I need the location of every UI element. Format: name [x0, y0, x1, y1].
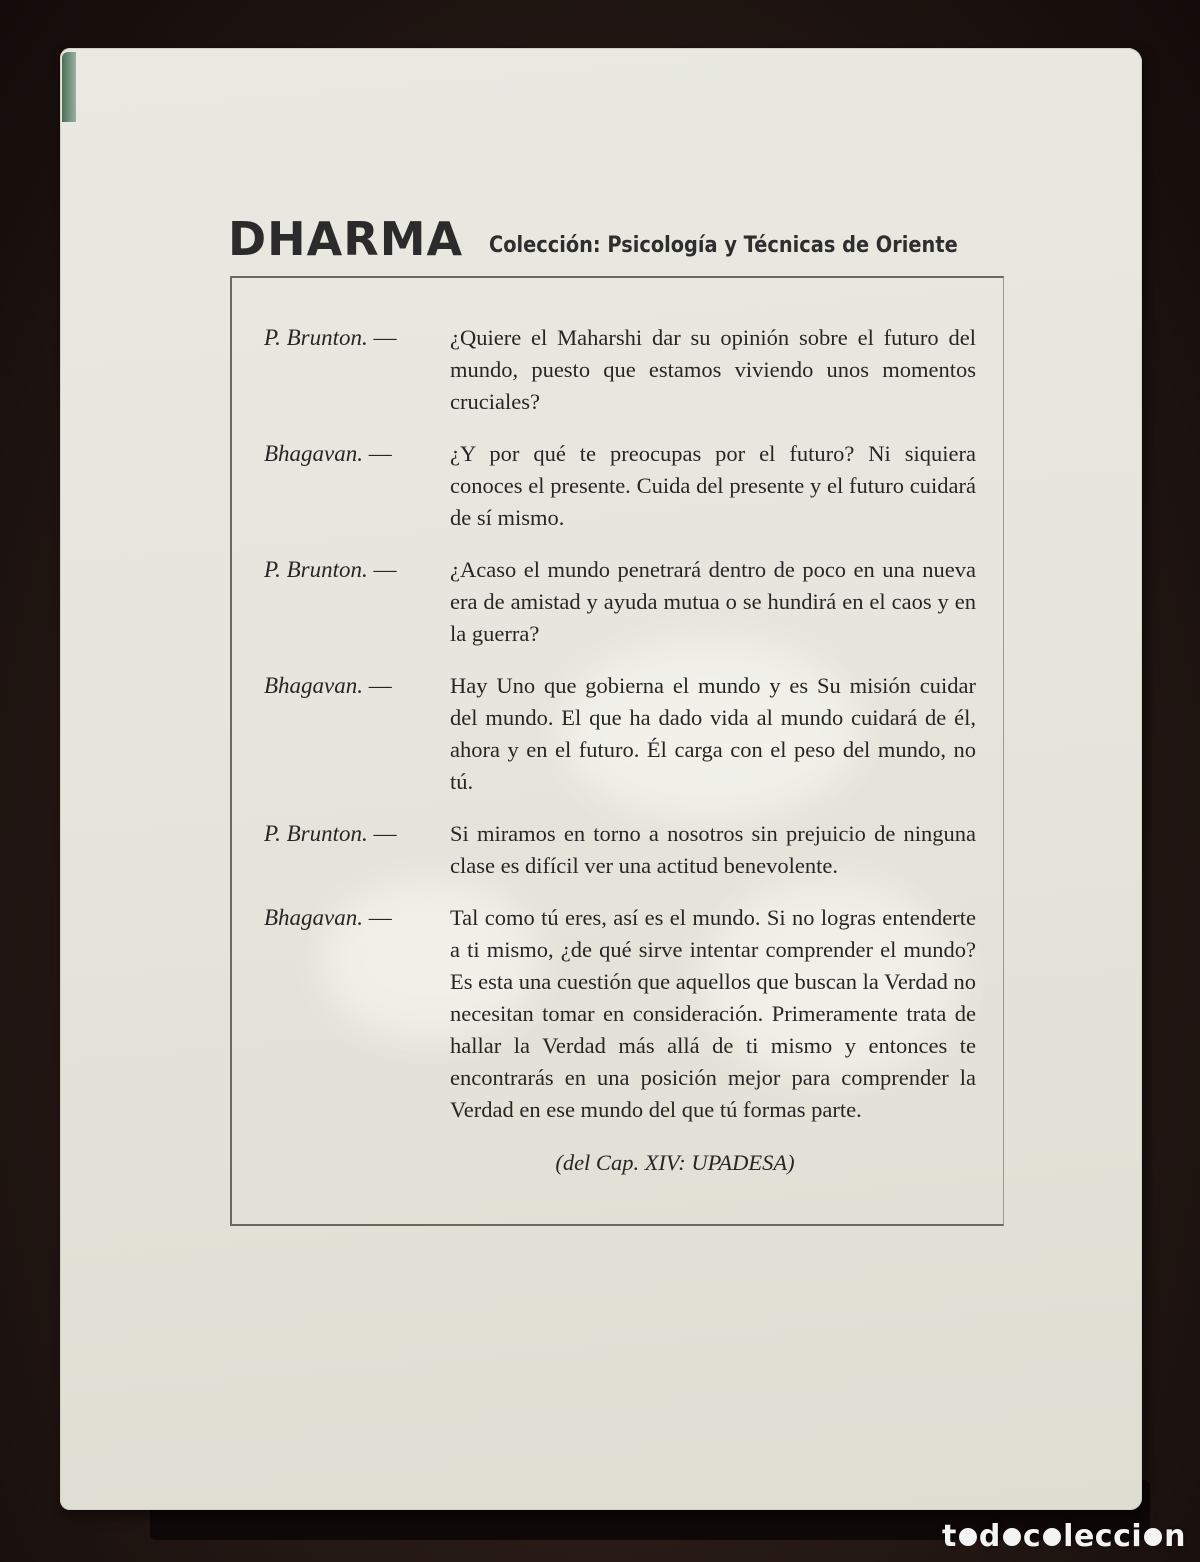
dialogue-entry	[264, 902, 976, 1126]
watermark-dot-icon	[959, 1528, 977, 1546]
speech-text: Hay Uno que gobierna el mundo y es Su misión cuidar del mundo. El que ha dado vida al mundo cuidará de él, ahora y en el futuro. Él carga con el peso del mundo, no tú.	[450, 673, 976, 794]
speaker-label	[264, 438, 450, 534]
watermark-dot-icon	[1003, 1528, 1021, 1546]
watermark-dot-icon	[1043, 1528, 1061, 1546]
speaker-dash: —	[373, 821, 397, 846]
speaker-dash: —	[368, 441, 392, 466]
dialogue-entry	[264, 322, 976, 418]
cover-header	[228, 192, 1018, 266]
speech-text: ¿Quiere el Maharshi dar su opinión sobre el futuro del mundo, puesto que estamos viviendo unos momentos cruciales?	[450, 325, 976, 414]
watermark-text: c	[1022, 1519, 1042, 1554]
dialogue-entry	[264, 438, 976, 534]
speaker-label	[264, 670, 450, 798]
speech-text: Tal como tú eres, así es el mundo. Si no logras entenderte a ti mismo, ¿de qué sirve intentar comprender el mundo? Es esta una cuestión que aquellos que buscan la Verdad no necesitan tomar en consideración. Primeramente trata de hallar la Verdad más allá de ti mismo y entonces te encontrarás en una posición mejor para comprender la Verdad en ese mundo del que tú formas parte.	[450, 905, 976, 1122]
speaker-name: Bhagavan.	[264, 905, 364, 930]
speaker-label	[264, 554, 450, 650]
speaker-dash: —	[368, 673, 392, 698]
speaker-dash: —	[373, 557, 397, 582]
speech-text: ¿Y por qué te preocupas por el futuro? Ni siquiera conoces el presente. Cuida del presente y el futuro cuidará de sí mismo.	[450, 441, 976, 530]
collection-title: Colección: Psicología y Técnicas de Oriente	[489, 232, 958, 258]
dialogue-entry	[264, 818, 976, 882]
dust-jacket-edge	[62, 52, 76, 122]
watermark-dot-icon	[1144, 1528, 1162, 1546]
speaker-name: P. Brunton.	[264, 557, 368, 582]
speaker-name: P. Brunton.	[264, 821, 368, 846]
source-citation: (del Cap. XIV: UPADESA)	[555, 1150, 795, 1175]
dialogue-entry	[264, 670, 976, 798]
speaker-dash: —	[368, 905, 392, 930]
speech-text: Si miramos en torno a nosotros sin prejuicio de ninguna clase es difícil ver una actitud benevolente.	[450, 821, 976, 878]
dialogue-block	[264, 322, 976, 1146]
watermark-text: d	[978, 1519, 1001, 1554]
speaker-label	[264, 322, 450, 418]
site-watermark	[942, 1519, 1186, 1554]
speaker-name: Bhagavan.	[264, 441, 364, 466]
speaker-name: P. Brunton.	[264, 325, 368, 350]
speaker-label	[264, 818, 450, 882]
speech-text: ¿Acaso el mundo penetrará dentro de poco en una nueva era de amistad y ayuda mutua o se hundirá en el caos y en la guerra?	[450, 557, 976, 646]
watermark-text: t	[942, 1519, 957, 1554]
speaker-dash: —	[373, 325, 397, 350]
speaker-label	[264, 902, 450, 1126]
watermark-text: n	[1164, 1519, 1186, 1554]
brand-title: DHARMA	[228, 212, 464, 266]
speaker-name: Bhagavan.	[264, 673, 364, 698]
dialogue-entry	[264, 554, 976, 650]
watermark-text: lecci	[1063, 1519, 1143, 1554]
